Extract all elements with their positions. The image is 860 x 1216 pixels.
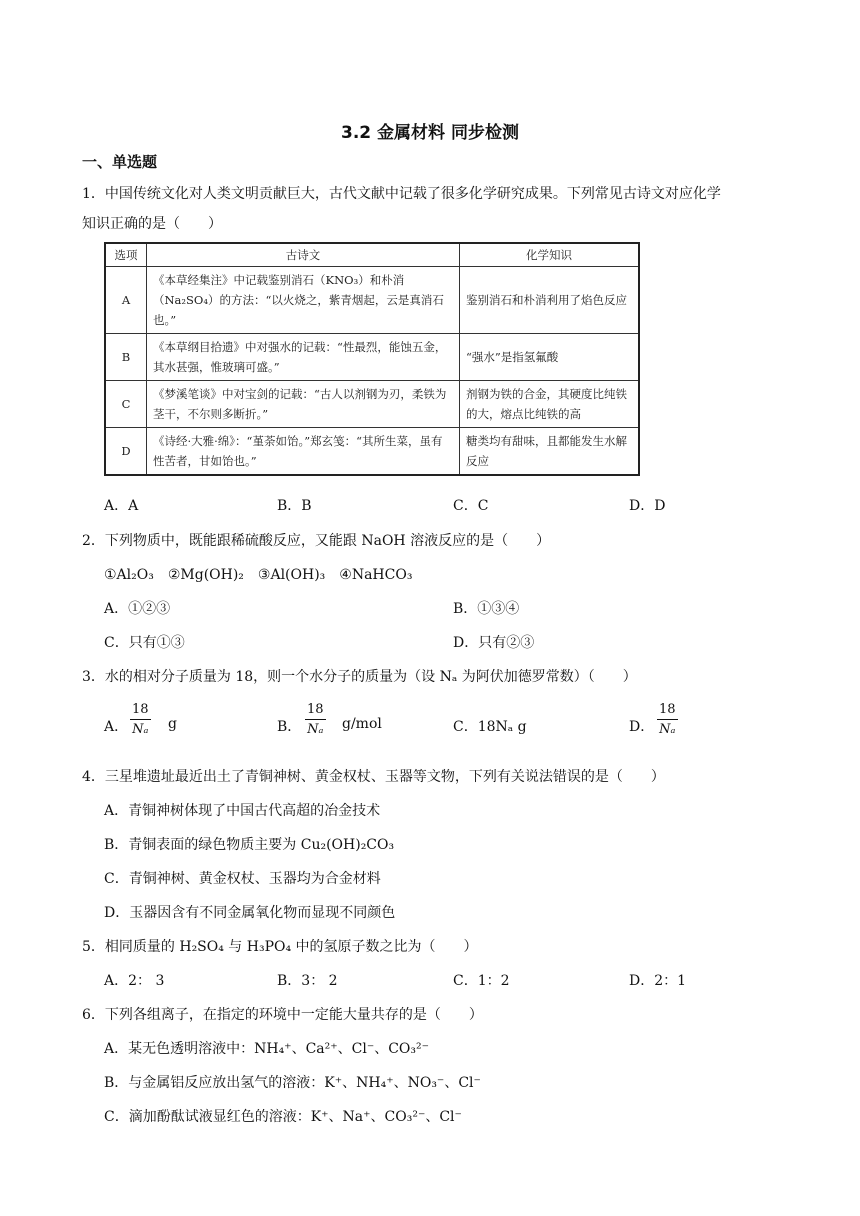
q6-option-c[interactable]: C．滴加酚酞试液显红色的溶液：K⁺、Na⁺、CO₃²⁻、Cl⁻ <box>104 1109 462 1125</box>
q3-option-b-unit: g/mol <box>342 716 382 732</box>
q3-option-a-label[interactable]: A． <box>104 719 129 735</box>
q2-stem: 2．下列物质中，既能跟稀硫酸反应，又能跟 NaOH 溶液反应的是（ ） <box>82 533 551 549</box>
q5-option-c[interactable]: C．1：2 <box>453 973 510 989</box>
row-chem: 糖类均有甜味，且都能发生水解反应 <box>460 428 640 476</box>
q2-option-a[interactable]: A．①②③ <box>104 601 171 617</box>
row-chem: 鉴别消石和朴消利用了焰色反应 <box>460 267 640 334</box>
q5-option-a[interactable]: A．2： 3 <box>104 973 165 989</box>
table-header-option: 选项 <box>105 243 147 267</box>
row-chem: 剂钢为铁的合金，其硬度比纯铁的大，熔点比纯铁的高 <box>460 381 640 428</box>
section-heading: 一、单选题 <box>82 153 158 171</box>
fraction-bar <box>657 719 678 720</box>
row-option: A <box>105 267 147 334</box>
table-row <box>105 334 639 381</box>
table-row <box>105 428 639 476</box>
row-option: B <box>105 334 147 381</box>
page-title: 3.2 金属材料 同步检测 <box>341 123 519 143</box>
fraction-denominator: Nₐ <box>132 722 149 737</box>
q3-option-d-fraction <box>657 702 678 737</box>
table-row <box>105 267 639 334</box>
q6-stem: 6．下列各组离子，在指定的环境中一定能大量共存的是（ ） <box>82 1007 483 1023</box>
q1-option-d[interactable]: D．D <box>629 498 666 514</box>
q2-option-b[interactable]: B．①③④ <box>453 601 520 617</box>
table-header-chem: 化学知识 <box>460 243 640 267</box>
fraction-bar <box>130 719 151 720</box>
q1-option-b[interactable]: B．B <box>277 498 312 514</box>
q1-option-a[interactable]: A．A <box>104 498 139 514</box>
q3-option-b-label[interactable]: B． <box>277 719 302 735</box>
row-option: D <box>105 428 147 476</box>
q5-option-b[interactable]: B．3： 2 <box>277 973 338 989</box>
q1-stem-line2: 知识正确的是（ ） <box>82 216 222 232</box>
q5-stem: 5．相同质量的 H₂SO₄ 与 H₃PO₄ 中的氢原子数之比为（ ） <box>82 939 478 955</box>
fraction-denominator: Nₐ <box>307 722 324 737</box>
fraction-denominator: Nₐ <box>659 722 676 737</box>
table-header-poem: 古诗文 <box>147 243 460 267</box>
row-poem: 《本草纲目拾遗》中对强水的记载：“性最烈，能蚀五金，其水甚强，惟玻璃可盛。” <box>147 334 460 381</box>
row-option: C <box>105 381 147 428</box>
q4-option-b[interactable]: B．青铜表面的绿色物质主要为 Cu₂(OH)₂CO₃ <box>104 837 395 853</box>
q3-option-a-unit: g <box>168 716 177 732</box>
fraction-numerator: 18 <box>659 702 676 717</box>
q4-option-c[interactable]: C．青铜神树、黄金权杖、玉器均为合金材料 <box>104 871 381 887</box>
q4-option-d[interactable]: D．玉器因含有不同金属氧化物而显现不同颜色 <box>104 905 396 921</box>
row-poem: 《梦溪笔谈》中对宝剑的记载：“古人以剂钢为刃，柔铁为茎干，不尔则多断折。” <box>147 381 460 428</box>
q3-option-d-label[interactable]: D． <box>629 719 655 735</box>
q4-option-a[interactable]: A．青铜神树体现了中国古代高超的冶金技术 <box>104 803 381 819</box>
q1-table <box>104 242 640 476</box>
q3-option-c[interactable]: C．18Nₐ g <box>453 719 527 735</box>
q6-option-a[interactable]: A．某无色透明溶液中：NH₄⁺、Ca²⁺、Cl⁻、CO₃²⁻ <box>104 1041 430 1057</box>
q2-option-d[interactable]: D．只有②③ <box>453 635 535 651</box>
q2-option-c[interactable]: C．只有①③ <box>104 635 185 651</box>
q4-stem: 4．三星堆遗址最近出土了青铜神树、黄金权杖、玉器等文物，下列有关说法错误的是（ ） <box>82 769 665 785</box>
q3-stem: 3．水的相对分子质量为 18，则一个水分子的质量为（设 Nₐ 为阿伏加德罗常数）（ ） <box>82 669 637 685</box>
q3-option-b-fraction <box>305 702 326 737</box>
q6-option-b[interactable]: B．与金属铝反应放出氢气的溶液：K⁺、NH₄⁺、NO₃⁻、Cl⁻ <box>104 1075 481 1091</box>
row-poem: 《诗经·大雅·绵》：“堇荼如饴。”郑玄笺：“其所生菜，虽有性苦者，甘如饴也。” <box>147 428 460 476</box>
q1-option-c[interactable]: C．C <box>453 498 489 514</box>
q2-substances: ①Al₂O₃ ②Mg(OH)₂ ③Al(OH)₃ ④NaHCO₃ <box>104 567 413 583</box>
fraction-bar <box>305 719 326 720</box>
q5-option-d[interactable]: D．2：1 <box>629 973 687 989</box>
row-poem: 《本草经集注》中记载鉴别消石（KNO₃）和朴消（Na₂SO₄）的方法：“以火烧之，紫青烟起，云是真消石也。” <box>147 267 460 334</box>
row-chem: “强水”是指氢氟酸 <box>460 334 640 381</box>
fraction-numerator: 18 <box>307 702 324 717</box>
table-row <box>105 381 639 428</box>
table-header-row <box>105 243 639 267</box>
q3-option-a-fraction <box>130 702 151 737</box>
fraction-numerator: 18 <box>132 702 149 717</box>
q1-stem-line1: 1．中国传统文化对人类文明贡献巨大，古代文献中记载了很多化学研究成果。下列常见古诗文对应化学 <box>82 186 721 202</box>
